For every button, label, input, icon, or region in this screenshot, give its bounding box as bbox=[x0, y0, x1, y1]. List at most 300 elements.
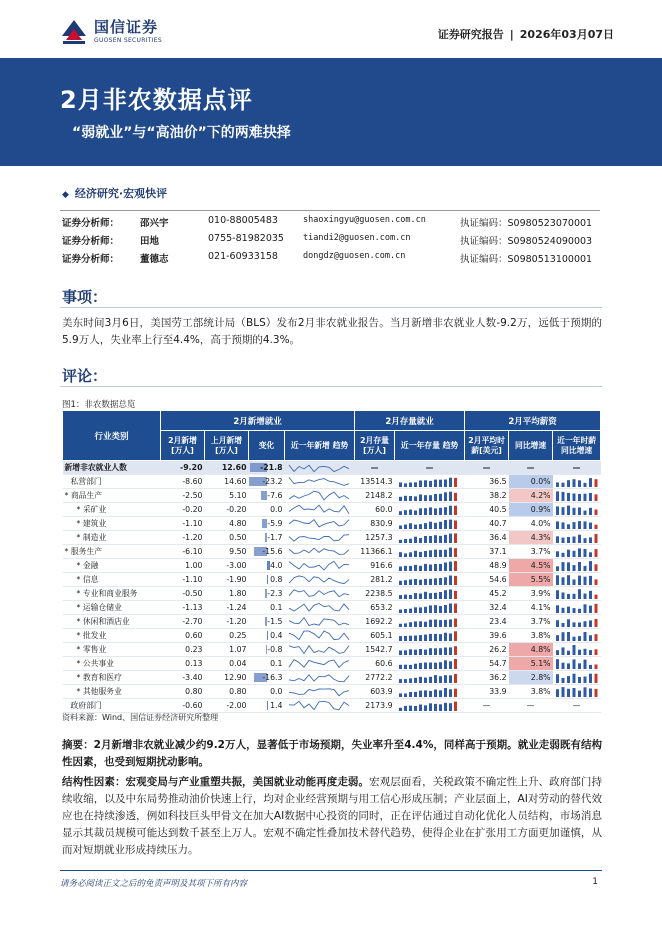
stock-minibar bbox=[439, 536, 442, 543]
wage-trend-cell: — bbox=[553, 461, 601, 475]
wage-minibars bbox=[553, 489, 601, 502]
new-jobs-sparkline bbox=[285, 545, 355, 558]
wage-minibar bbox=[578, 589, 581, 599]
wage-minibar bbox=[583, 521, 586, 529]
stock-minibar bbox=[429, 677, 432, 683]
stock-minibar bbox=[449, 492, 452, 501]
wage-minibar bbox=[578, 480, 581, 487]
feb-stock-value: 2238.5 bbox=[365, 589, 393, 598]
stock-minibar bbox=[444, 563, 447, 572]
stock-trend-cell bbox=[395, 643, 465, 657]
report-title: 2月非农数据点评 bbox=[60, 86, 253, 114]
change-cell bbox=[249, 489, 285, 503]
wage-yoy-value: 0.0% bbox=[509, 475, 553, 489]
stock-minibar bbox=[434, 690, 437, 698]
analyst-row bbox=[60, 229, 600, 247]
stock-minibar bbox=[429, 593, 432, 599]
stock-minibar bbox=[449, 703, 452, 711]
jan-new-value: -0.20 bbox=[226, 505, 247, 514]
change-value: -5.9 bbox=[267, 519, 283, 528]
stock-minibar bbox=[449, 534, 452, 543]
table-row bbox=[63, 657, 601, 671]
industry-name: * 信息 bbox=[76, 575, 99, 584]
stock-minibar bbox=[424, 480, 427, 487]
wage-minibars bbox=[553, 643, 601, 656]
industry-name: * 专业和商业服务 bbox=[76, 589, 138, 598]
header-wage-yoy: 同比增速 bbox=[509, 431, 553, 461]
stock-minibar bbox=[424, 650, 427, 655]
wage-minibar bbox=[594, 510, 597, 516]
wage-minibar bbox=[594, 634, 597, 641]
feb-stock-value: 916.6 bbox=[370, 561, 393, 570]
stock-minibar bbox=[449, 647, 452, 655]
wage-minibar bbox=[567, 575, 570, 585]
wage-minibar bbox=[583, 538, 586, 543]
wage-yoy-value: 4.0% bbox=[530, 519, 551, 528]
stock-minibar bbox=[439, 522, 442, 529]
sparkline-path bbox=[289, 548, 349, 554]
wage-minibar bbox=[583, 677, 586, 684]
wage-minibar bbox=[572, 688, 575, 697]
wage-minibar bbox=[556, 482, 559, 487]
industry-name: * 零售业 bbox=[76, 645, 107, 654]
industry-name: * 商品生产 bbox=[64, 491, 103, 500]
header-stock-jobs: 2月存量就业 bbox=[355, 411, 465, 431]
stock-minibar bbox=[404, 636, 407, 641]
jan-new-value: 9.50 bbox=[229, 547, 247, 556]
wage-minibar bbox=[567, 524, 570, 529]
stock-minibar bbox=[449, 604, 452, 614]
new-jobs-trend-cell bbox=[285, 587, 355, 601]
stock-minibar bbox=[414, 565, 417, 571]
change-value: -1.5 bbox=[267, 617, 283, 626]
feb-new-value: 0.80 bbox=[185, 687, 203, 696]
wage-yoy-value: — bbox=[509, 461, 553, 475]
stock-minibar bbox=[399, 708, 402, 711]
change-cell bbox=[249, 601, 285, 615]
stock-minibar bbox=[424, 663, 427, 670]
stock-minibar bbox=[449, 562, 452, 571]
industry-name: * 公共事业 bbox=[76, 659, 115, 668]
wage-minibar bbox=[583, 660, 586, 669]
sparkline-path bbox=[289, 465, 349, 472]
header-feb-wage: 2月平均时薪[美元] bbox=[465, 431, 509, 461]
stock-trend-cell bbox=[395, 587, 465, 601]
stock-minibar bbox=[434, 508, 437, 515]
stock-minibar bbox=[419, 481, 422, 488]
stock-minibar bbox=[409, 566, 412, 571]
structural-label: 结构性因素： bbox=[62, 776, 126, 788]
wage-minibars bbox=[553, 531, 601, 544]
stock-trend-cell bbox=[395, 545, 465, 559]
stock-minibar bbox=[449, 661, 452, 669]
feb-wage-value: 26.2 bbox=[489, 645, 507, 654]
stock-minibar bbox=[429, 522, 432, 529]
wage-yoy-value: 3.9% bbox=[530, 589, 551, 598]
jan-new-value: 0.25 bbox=[229, 631, 247, 640]
wage-minibar bbox=[589, 620, 592, 627]
change-bar bbox=[262, 519, 267, 528]
stock-minibar bbox=[429, 579, 432, 585]
stock-minibar bbox=[454, 533, 457, 543]
wage-minibar bbox=[578, 535, 581, 543]
wage-minibar bbox=[567, 619, 570, 627]
wage-minibars bbox=[553, 559, 601, 572]
stock-trend-cell bbox=[395, 489, 465, 503]
wage-minibar bbox=[556, 506, 559, 515]
table-row bbox=[63, 699, 601, 713]
change-value: -15.6 bbox=[262, 547, 283, 556]
new-jobs-trend-cell bbox=[285, 573, 355, 587]
stock-minibar bbox=[409, 636, 412, 641]
sparkline-path bbox=[289, 701, 349, 710]
stock-minibar bbox=[419, 538, 422, 543]
stock-minibar bbox=[434, 535, 437, 543]
change-value: -23.2 bbox=[262, 477, 283, 486]
analyst-email[interactable]: shaoxingyu@guosen.com.cn bbox=[303, 215, 426, 225]
stock-minibar bbox=[419, 621, 422, 627]
jan-new-value: 0.50 bbox=[229, 533, 247, 542]
feb-stock-value: 1692.2 bbox=[365, 617, 393, 626]
jan-new-value: 1.07 bbox=[229, 645, 247, 654]
change-cell bbox=[249, 657, 285, 671]
stock-trend-cell: — bbox=[395, 461, 465, 475]
title-banner bbox=[0, 58, 662, 166]
industry-name: 政府部门 bbox=[70, 701, 102, 710]
stock-minibar bbox=[404, 510, 407, 515]
jan-new-value: -3.00 bbox=[226, 561, 247, 570]
wage-minibar bbox=[567, 676, 570, 683]
header-change: 变化 bbox=[249, 431, 285, 461]
stock-minibar bbox=[454, 702, 457, 711]
wage-yoy-value: 3.7% bbox=[530, 547, 551, 556]
sparkline-path bbox=[289, 660, 349, 668]
wage-minibars bbox=[553, 587, 601, 600]
stock-minibar bbox=[409, 609, 412, 613]
stock-minibar bbox=[449, 520, 452, 529]
new-jobs-sparkline bbox=[285, 615, 355, 628]
stock-minibar bbox=[414, 692, 417, 697]
wage-yoy-value: — bbox=[526, 701, 535, 710]
stock-minibar bbox=[454, 604, 457, 613]
stock-minibar bbox=[399, 497, 402, 501]
table-row bbox=[63, 629, 601, 643]
table-row bbox=[63, 545, 601, 559]
change-value: -21.8 bbox=[260, 463, 283, 472]
analyst-role: 证券分析师： bbox=[62, 254, 120, 265]
report-type: 证券研究报告 bbox=[437, 28, 504, 41]
stock-minibar bbox=[419, 649, 422, 655]
new-jobs-sparkline bbox=[285, 559, 355, 572]
wage-minibar bbox=[556, 566, 559, 571]
change-cell bbox=[249, 671, 285, 685]
analyst-email[interactable]: tiandi2@guosen.com.cn bbox=[303, 233, 411, 243]
stock-minibar bbox=[439, 676, 442, 683]
wage-minibar bbox=[572, 508, 575, 515]
stock-trend-cell bbox=[395, 699, 465, 713]
summary-label: 摘要： bbox=[62, 739, 94, 751]
wage-minibar bbox=[589, 606, 592, 613]
wage-minibar bbox=[556, 659, 559, 669]
wage-minibar bbox=[567, 506, 570, 515]
wage-minibar bbox=[594, 549, 597, 557]
feb-stock-value: 830.9 bbox=[370, 519, 393, 528]
stock-minibar bbox=[439, 704, 442, 711]
new-jobs-trend-cell bbox=[285, 657, 355, 671]
wage-minibar bbox=[583, 632, 586, 641]
stock-trend-cell bbox=[395, 559, 465, 573]
stock-minibars bbox=[395, 657, 465, 670]
wage-minibar bbox=[594, 649, 597, 655]
stock-minibar bbox=[404, 665, 407, 669]
stock-minibar bbox=[404, 650, 407, 655]
jan-new-value: 14.60 bbox=[224, 477, 247, 486]
stock-trend-cell bbox=[395, 475, 465, 489]
industry-name: * 建筑业 bbox=[76, 519, 107, 528]
table-row bbox=[63, 517, 601, 531]
wage-minibar bbox=[583, 604, 586, 613]
stock-minibar bbox=[434, 663, 437, 669]
stock-minibar bbox=[399, 567, 402, 572]
stock-minibar bbox=[424, 635, 427, 641]
sparkline-path bbox=[289, 689, 349, 696]
industry-name: * 制造业 bbox=[76, 533, 107, 542]
stock-trend-cell bbox=[395, 601, 465, 615]
stock-minibar bbox=[434, 648, 437, 655]
change-cell bbox=[249, 685, 285, 699]
jan-new-value: -1.90 bbox=[226, 575, 247, 584]
new-jobs-sparkline bbox=[285, 573, 355, 586]
new-jobs-trend-cell bbox=[285, 685, 355, 699]
stock-minibar bbox=[404, 706, 407, 711]
change-bar bbox=[267, 575, 268, 584]
wage-minibar bbox=[589, 561, 592, 571]
stock-minibar bbox=[434, 494, 437, 501]
analyst-license: 执证编码：S0980523070001 bbox=[460, 218, 593, 229]
feb-stock-value: 281.2 bbox=[370, 575, 393, 584]
jan-new-value: 12.90 bbox=[224, 673, 247, 682]
wage-minibar bbox=[561, 577, 564, 585]
wage-minibar bbox=[578, 691, 581, 697]
stock-minibar bbox=[399, 540, 402, 543]
change-cell bbox=[249, 517, 285, 531]
industry-name: * 采矿业 bbox=[76, 505, 107, 514]
change-bar bbox=[267, 701, 268, 710]
meta-separator: | bbox=[509, 28, 514, 41]
stock-minibar bbox=[419, 607, 422, 613]
wage-minibars bbox=[553, 503, 601, 516]
stock-minibar bbox=[444, 648, 447, 656]
feb-stock-value: 2148.2 bbox=[365, 491, 393, 500]
stock-minibar bbox=[439, 480, 442, 487]
event-divider bbox=[60, 307, 602, 308]
stock-minibar bbox=[449, 576, 452, 586]
wage-minibar bbox=[572, 551, 575, 557]
new-jobs-sparkline bbox=[285, 699, 355, 712]
stock-minibar bbox=[434, 578, 437, 585]
wage-minibar bbox=[572, 645, 575, 655]
comment-divider bbox=[60, 386, 602, 387]
wage-minibars bbox=[553, 671, 601, 684]
jan-new-value: 12.60 bbox=[205, 461, 249, 475]
feb-new-value: -1.10 bbox=[182, 519, 203, 528]
wage-minibars bbox=[553, 545, 601, 558]
stock-minibar bbox=[404, 609, 407, 613]
stock-minibar bbox=[454, 561, 457, 571]
wage-minibar bbox=[589, 591, 592, 599]
change-value: -0.8 bbox=[267, 645, 283, 654]
change-cell bbox=[249, 545, 285, 559]
new-jobs-sparkline bbox=[285, 517, 355, 530]
stock-minibar bbox=[449, 689, 452, 697]
wage-trend-cell bbox=[553, 587, 601, 601]
stock-minibar bbox=[449, 675, 452, 683]
wage-minibar bbox=[556, 521, 559, 529]
change-cell bbox=[249, 475, 285, 489]
stock-minibar bbox=[444, 550, 447, 557]
stock-minibar bbox=[414, 496, 417, 501]
new-jobs-trend-cell bbox=[285, 601, 355, 615]
stock-minibar bbox=[439, 508, 442, 515]
stock-minibar bbox=[404, 525, 407, 529]
jan-new-value: 0.04 bbox=[229, 659, 247, 668]
new-jobs-sparkline bbox=[285, 461, 355, 474]
stock-minibar bbox=[434, 523, 437, 529]
wage-minibar bbox=[583, 687, 586, 697]
wage-trend-cell bbox=[553, 475, 601, 489]
stock-minibar bbox=[439, 578, 442, 585]
feb-stock-value: 60.0 bbox=[375, 505, 393, 514]
table-body bbox=[63, 461, 601, 713]
wage-minibar bbox=[594, 494, 597, 501]
stock-minibar bbox=[454, 619, 457, 628]
feb-wage-value: 48.9 bbox=[489, 561, 507, 570]
change-value: 0.0 bbox=[270, 687, 283, 696]
wage-minibar bbox=[572, 565, 575, 571]
jan-new-value: 0.80 bbox=[229, 687, 247, 696]
stock-minibar bbox=[399, 483, 402, 488]
wage-minibar bbox=[594, 525, 597, 529]
new-jobs-sparkline bbox=[285, 657, 355, 670]
stock-minibar bbox=[404, 553, 407, 557]
wage-minibar bbox=[583, 649, 586, 655]
feb-new-value: 1.00 bbox=[185, 561, 203, 570]
feb-stock-value: 60.6 bbox=[375, 659, 393, 668]
stock-minibar bbox=[414, 678, 417, 683]
table-row bbox=[63, 685, 601, 699]
analyst-email[interactable]: dongdz@guosen.com.cn bbox=[303, 251, 406, 261]
stock-minibar bbox=[404, 539, 407, 543]
industry-name: * 运输仓储业 bbox=[76, 603, 122, 612]
stock-minibars bbox=[395, 517, 465, 530]
analyst-list bbox=[60, 210, 600, 265]
stock-minibar bbox=[399, 595, 402, 599]
stock-minibar bbox=[424, 564, 427, 571]
change-value: 0.1 bbox=[270, 659, 283, 668]
wage-minibar bbox=[583, 577, 586, 585]
change-value: 0.0 bbox=[270, 505, 283, 514]
wage-minibar bbox=[578, 663, 581, 669]
stock-trend-cell bbox=[395, 657, 465, 671]
feb-stock-value: — bbox=[355, 461, 395, 475]
new-jobs-trend-cell bbox=[285, 545, 355, 559]
change-value: 0.4 bbox=[270, 631, 283, 640]
stock-minibar bbox=[444, 688, 447, 697]
wage-minibar bbox=[583, 566, 586, 571]
stock-minibars bbox=[395, 489, 465, 502]
table-row bbox=[63, 643, 601, 657]
stock-minibar bbox=[449, 548, 452, 557]
event-paragraph: 美东时间3月6日，美国劳工部统计局（BLS）发布2月非农就业报告。当月新增非农就业人数-9.2万，远低于预期的5.9万人，失业率上行至4.4%，高于预期的4.3%。 bbox=[62, 317, 602, 346]
table-row bbox=[63, 489, 601, 503]
wage-minibar bbox=[583, 483, 586, 487]
stock-minibar bbox=[419, 705, 422, 712]
sparkline-path bbox=[289, 675, 349, 682]
wage-minibar bbox=[556, 620, 559, 627]
analyst-phone: 0755-81982035 bbox=[208, 233, 284, 244]
feb-stock-value: 653.2 bbox=[370, 603, 393, 612]
wage-yoy-value: 5.5% bbox=[509, 573, 553, 587]
stock-minibars bbox=[395, 559, 465, 572]
analyst-name: 田地 bbox=[140, 236, 160, 247]
stock-minibar bbox=[414, 482, 417, 487]
stock-minibar bbox=[424, 536, 427, 543]
stock-minibar bbox=[429, 648, 432, 655]
wage-minibar bbox=[572, 608, 575, 613]
stock-minibar bbox=[424, 523, 427, 529]
sparkline-path bbox=[289, 576, 349, 584]
feb-new-value: 0.60 bbox=[185, 631, 203, 640]
stock-minibar bbox=[454, 493, 457, 501]
stock-minibar bbox=[444, 520, 447, 529]
feb-new-value: -6.10 bbox=[182, 547, 203, 556]
logo-text-en: GUOSEN SECURITIES bbox=[94, 37, 163, 44]
stock-minibar bbox=[454, 576, 457, 585]
figure-title: 图1：非农数据总览 bbox=[62, 400, 136, 410]
industry-name: * 金融 bbox=[76, 561, 99, 570]
wage-minibar bbox=[594, 665, 597, 670]
wage-minibar bbox=[561, 538, 564, 543]
feb-new-value: -2.50 bbox=[182, 491, 203, 500]
stock-minibar bbox=[424, 607, 427, 613]
feb-new-value: -3.40 bbox=[182, 673, 203, 682]
industry-name: 私营部门 bbox=[70, 477, 102, 486]
wage-minibar bbox=[594, 479, 597, 487]
wage-trend-cell bbox=[553, 489, 601, 503]
stock-minibar bbox=[404, 694, 407, 698]
guosen-logo bbox=[60, 14, 200, 50]
change-bar bbox=[261, 491, 267, 500]
wage-minibar bbox=[583, 494, 586, 501]
stock-minibar bbox=[414, 551, 417, 557]
wage-minibar bbox=[589, 537, 592, 543]
stock-minibar bbox=[404, 566, 407, 571]
stock-minibar bbox=[409, 649, 412, 655]
stock-minibar bbox=[404, 483, 407, 487]
wage-trend-cell bbox=[553, 545, 601, 559]
header-trend-wage: 近一年时薪 同比增速 bbox=[553, 431, 601, 461]
wage-yoy-value: 4.5% bbox=[509, 559, 553, 573]
table-row bbox=[63, 475, 601, 489]
wage-minibar bbox=[561, 483, 564, 487]
footer-divider bbox=[60, 870, 602, 871]
change-value: 4.0 bbox=[270, 561, 283, 570]
stock-minibar bbox=[429, 634, 432, 641]
feb-wage-value: 40.5 bbox=[489, 505, 507, 514]
new-jobs-sparkline bbox=[285, 643, 355, 656]
wage-yoy-value: 3.8% bbox=[530, 687, 551, 696]
stock-trend-cell bbox=[395, 517, 465, 531]
